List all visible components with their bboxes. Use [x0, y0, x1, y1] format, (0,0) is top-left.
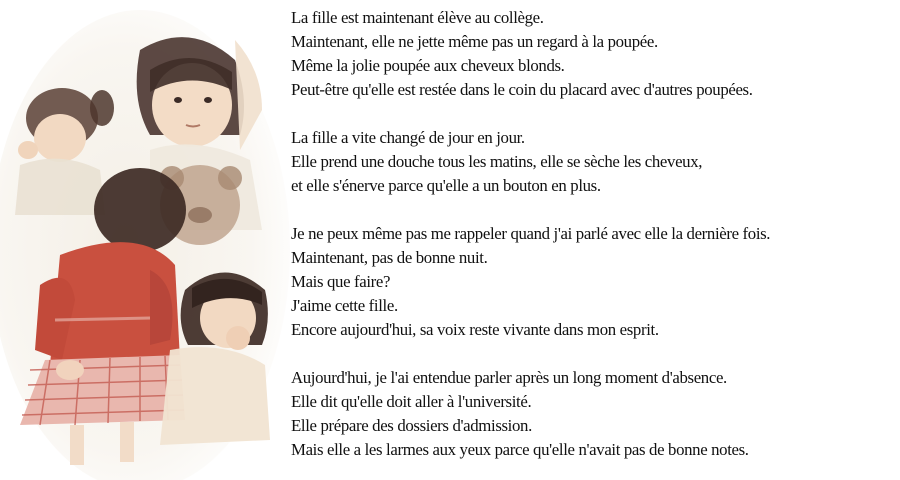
- poem-line: Maintenant, elle ne jette même pas un regard à la poupée.: [291, 32, 658, 51]
- stanza-2: [291, 126, 891, 198]
- poem-line: J'aime cette fille.: [291, 296, 398, 315]
- poem-line: Mais elle a les larmes aux yeux parce qu'elle n'avait pas de bonne notes.: [291, 440, 749, 459]
- poem-line: Je ne peux même pas me rappeler quand j'ai parlé avec elle la dernière fois.: [291, 224, 771, 243]
- poem-line: Aujourd'hui, je l'ai entendue parler après un long moment d'absence.: [291, 368, 727, 387]
- illustration-girls: [0, 0, 290, 480]
- poem-line: Elle prend une douche tous les matins, elle se sèche les cheveux,: [291, 152, 703, 171]
- poem-line: La fille a vite changé de jour en jour.: [291, 128, 525, 147]
- poem-line: Elle prépare des dossiers d'admission.: [291, 416, 532, 435]
- stanza-1: [291, 6, 891, 102]
- poem-text: [291, 6, 891, 462]
- poem-line: Elle dit qu'elle doit aller à l'université.: [291, 392, 532, 411]
- poem-line: Même la jolie poupée aux cheveux blonds.: [291, 56, 565, 75]
- poem-line: Maintenant, pas de bonne nuit.: [291, 248, 488, 267]
- poem-line: et elle s'énerve parce qu'elle a un bouton en plus.: [291, 176, 601, 195]
- poem-line: Mais que faire?: [291, 272, 391, 291]
- stanza-3: [291, 222, 891, 342]
- stanza-4: [291, 366, 891, 462]
- poem-line: Peut-être qu'elle est restée dans le coin du placard avec d'autres poupées.: [291, 80, 753, 99]
- poem-line: La fille est maintenant élève au collège.: [291, 8, 544, 27]
- poem-line: Encore aujourd'hui, sa voix reste vivante dans mon esprit.: [291, 320, 659, 339]
